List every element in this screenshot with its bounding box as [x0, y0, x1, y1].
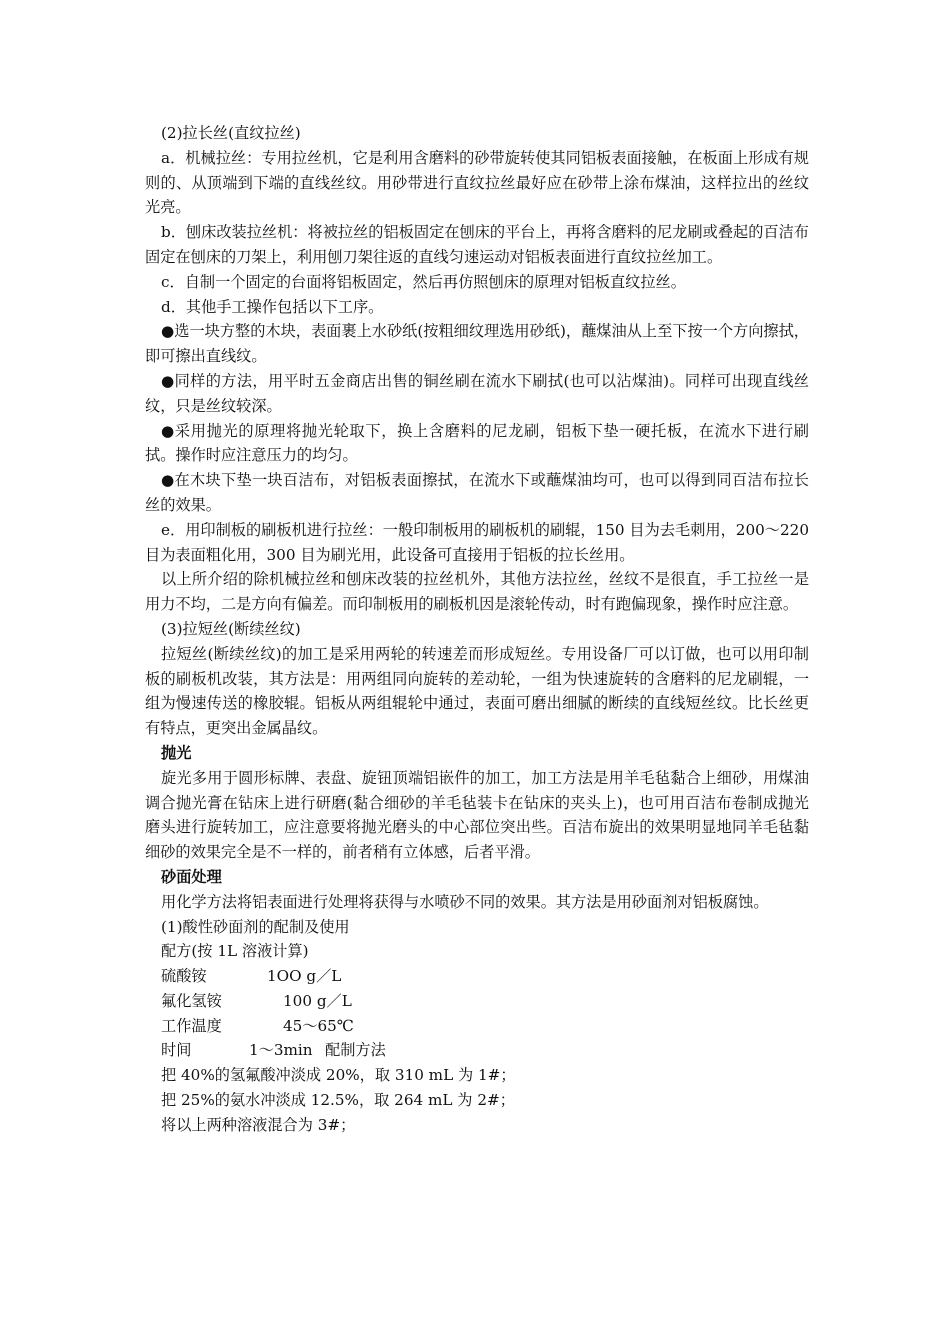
formula-value: 45～65℃ [283, 1016, 354, 1035]
bullet-paragraph: ●选一块方整的木块，表面裹上水砂纸(按粗细纹理选用砂纸)，蘸煤油从上至下按一个方向擦拭，即可擦出直线纹。 [145, 322, 809, 366]
section-heading-polish: 抛光 [161, 743, 192, 762]
formula-value: 1～3min [249, 1041, 313, 1060]
paragraph: b．刨床改装拉丝机：将被拉丝的铝板固定在刨床的平台上，再将含磨料的尼龙刷或叠起的百洁布固定在刨床的刀架上，利用刨刀架往返的直线匀速运动对铝板表面进行直纹拉丝加工。 [145, 223, 809, 266]
formula-row [145, 989, 809, 1014]
bullet-paragraph: ●同样的方法，用平时五金商店出售的铜丝刷在流水下刷拭(也可以沾煤油)。同样可出现直线丝纹，只是丝纹较深。 [145, 371, 809, 415]
formula-value: 1OO g／L [267, 967, 342, 986]
paragraph: (3)拉短丝(断续丝纹) [161, 619, 301, 638]
bullet-paragraph: ●在木块下垫一块百洁布，对铝板表面擦拭，在流水下或蘸煤油均可，也可以得到同百洁布拉长丝的效果。 [145, 471, 809, 514]
paragraph: 以上所介绍的除机械拉丝和刨床改装的拉丝机外，其他方法拉丝，丝纹不是很直，手工拉丝一是用力不均，二是方向有偏差。而印制板用的刷板机因是滚轮传动，时有跑偏现象，操作时应注意。 [145, 570, 809, 614]
paragraph: 拉短丝(断续丝纹)的加工是采用两轮的转速差而形成短丝。专用设备厂可以订做，也可以用印制板的刷板机改装，其方法是：用两组同向旋转的差动轮，一组为快速旋转的含磨料的尼龙刷辊，一组为慢速传送的橡胶辊。铝板从两组辊轮中通过，表面可磨出细腻的断续的直线短丝纹。比长丝更有特点，更突出金属晶纹。 [145, 644, 809, 738]
formula-name: 硫酸铵 [161, 967, 207, 986]
formula-row [145, 1038, 809, 1063]
paragraph: 旋光多用于圆形标牌、表盘、旋钮顶端铝嵌件的加工，加工方法是用羊毛毡黏合上细砂，用煤油调合抛光膏在钻床上进行研磨(黏合细砂的羊毛毡装卡在钻床的夹头上)，也可用百洁布卷制成抛光磨头进行旋转加工，应注意要将抛光磨头的中心部位突出些。百洁布旋出的效果明显地同羊毛毡黏细砂的效果完全是不一样的，前者稍有立体感，后者平滑。 [145, 768, 809, 862]
paragraph: (2)拉长丝(直纹拉丝) [161, 124, 301, 142]
formula-row [145, 964, 809, 989]
formula-value: 100 g／L [283, 991, 352, 1010]
step: 将以上两种溶液混合为 3#； [161, 1115, 356, 1134]
formula-extra: 配制方法 [325, 1041, 386, 1060]
subsection-title: (1)酸性砂面剂的配制及使用 [161, 917, 350, 936]
paragraph: e．用印制板的刷板机进行拉丝：一般印制板用的刷板机的刷辊，150 目为去毛刺用，200～220 目为表面粗化用，300 目为刷光用，此设备可直接用于铝板的拉长丝用。 [145, 520, 809, 564]
formula-title: 配方(按 1L 溶液计算) [161, 942, 309, 961]
paragraph: 用化学方法将铝表面进行处理将获得与水喷砂不同的效果。其方法是用砂面剂对铝板腐蚀。 [161, 892, 769, 911]
step: 把 25%的氨水冲淡成 12.5%，取 264 mL 为 2#； [161, 1091, 515, 1110]
formula-name: 工作温度 [161, 1016, 222, 1035]
paragraph: a．机械拉丝：专用拉丝机，它是利用含磨料的砂带旋转使其同铝板表面接触，在板面上形成有规则的、从顶端到下端的直线丝纹。用砂带进行直纹拉丝最好应在砂带上涂布煤油，这样拉出的丝纹光亮。 [145, 148, 809, 217]
section-heading-sand: 砂面处理 [161, 867, 222, 886]
formula-name: 时间 [161, 1041, 192, 1060]
step: 把 40%的氢氟酸冲淡成 20%，取 310 mL 为 1#； [161, 1066, 516, 1085]
formula-row [145, 1014, 809, 1039]
formula-name: 氟化氢铵 [161, 991, 222, 1010]
document-body [145, 121, 809, 1138]
paragraph: d．其他手工操作包括以下工序。 [161, 297, 384, 316]
bullet-paragraph: ●采用抛光的原理将抛光轮取下，换上含磨料的尼龙刷，铝板下垫一硬托板，在流水下进行刷拭。操作时应注意压力的均匀。 [145, 421, 809, 465]
paragraph: c．自制一个固定的台面将铝板固定，然后再仿照刨床的原理对铝板直纹拉丝。 [161, 272, 686, 291]
